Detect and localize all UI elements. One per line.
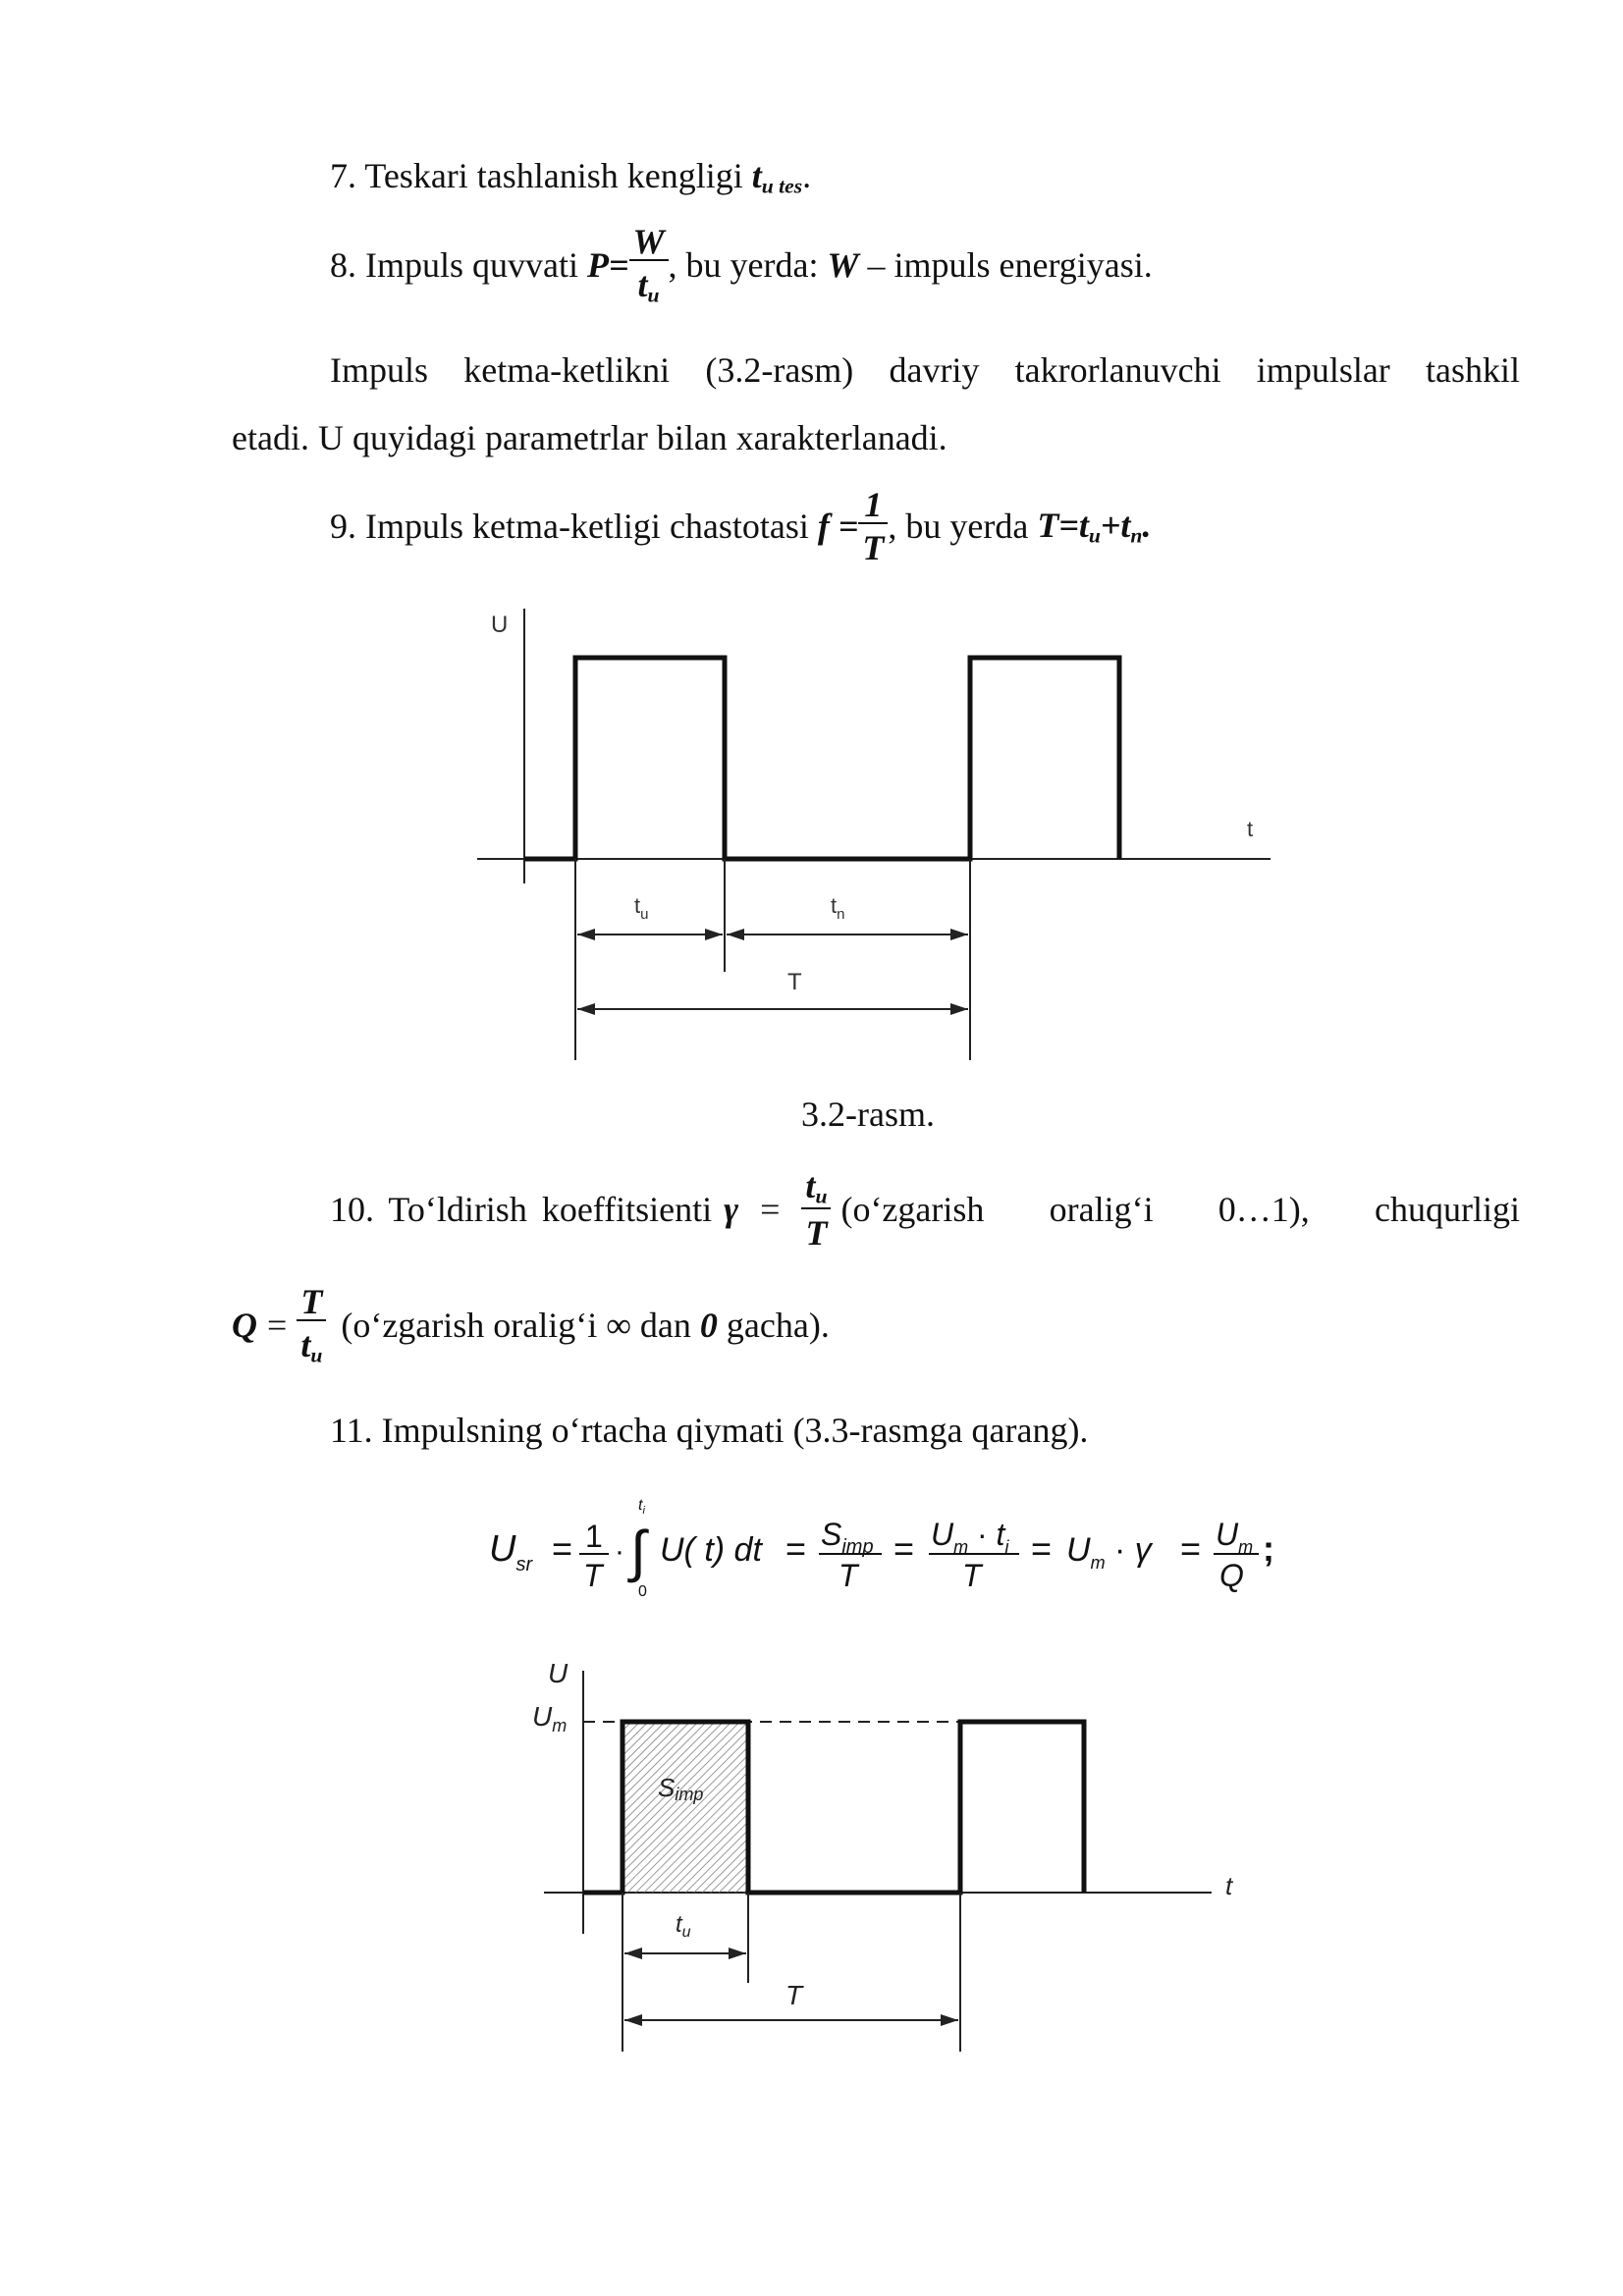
fig1-axis-t-label: t bbox=[1247, 817, 1254, 841]
fig2-s-imp-area bbox=[622, 1722, 748, 1893]
q-line bbox=[232, 1284, 830, 1366]
fig1-T-arrow-right bbox=[950, 1003, 968, 1015]
item-9-end: . bbox=[1142, 505, 1152, 545]
paragraph-line-2 bbox=[232, 417, 947, 458]
formula-integrand: U( t) dt bbox=[660, 1531, 762, 1569]
q-line-zero: 0 bbox=[699, 1305, 718, 1345]
formula-Um-gamma: $U_m \cdot \gamma$ bbox=[1066, 1531, 1152, 1573]
formula-eq-5: = bbox=[1180, 1528, 1202, 1569]
fig2-axis-u-label: U bbox=[548, 1658, 568, 1688]
item-7-subscript: u tes bbox=[761, 174, 803, 198]
figure-3-3 bbox=[520, 1649, 1267, 2061]
item-7 bbox=[330, 155, 811, 198]
fig2-axis-t-label: t bbox=[1225, 1871, 1233, 1900]
fig2-s-imp-label: Simp bbox=[658, 1773, 704, 1804]
item-10-num-sub: u bbox=[815, 1184, 828, 1208]
fig1-tu-arrow-left bbox=[577, 929, 595, 940]
item-10-gamma: γ bbox=[724, 1189, 739, 1229]
item-8-rest-b: – impuls energiyasi. bbox=[858, 245, 1153, 285]
paragraph-line-1 bbox=[330, 349, 1520, 391]
figure-3-2 bbox=[461, 589, 1286, 1080]
formula-eq-2: = bbox=[785, 1528, 807, 1569]
formula-eq-1: = bbox=[552, 1528, 573, 1569]
fig1-tn-label: $t_n$ bbox=[831, 893, 845, 923]
item-8-rest-a: , bu yerda: bbox=[668, 245, 828, 285]
fig1-tn-arrow-left bbox=[727, 929, 744, 940]
fig2-T-arrow-left bbox=[624, 2014, 642, 2026]
item-10-rest: (o‘zgarish oralig‘i 0…1), chuqurligi bbox=[840, 1189, 1520, 1229]
q-line-rest-b: gacha). bbox=[717, 1305, 830, 1345]
formula-dot-1: · bbox=[615, 1535, 624, 1568]
formula-S-imp: $S_{imp}$ bbox=[821, 1517, 874, 1558]
formula-T-3: T bbox=[962, 1558, 982, 1593]
formula-end: ; bbox=[1263, 1528, 1274, 1569]
item-8-num: W bbox=[632, 222, 665, 261]
item-7-text: 7. Teskari tashlanish kengligi bbox=[330, 156, 752, 195]
fig1-T-arrow-left bbox=[577, 1003, 595, 1015]
fig2-axis-um-label: $U_m$ bbox=[532, 1701, 568, 1735]
q-line-den-sub: u bbox=[310, 1343, 323, 1367]
item-8-den-sub: u bbox=[647, 283, 660, 307]
item-10-den: T bbox=[801, 1207, 831, 1251]
item-7-end: . bbox=[802, 156, 812, 195]
item-9-fraction bbox=[858, 487, 888, 565]
item-8 bbox=[330, 224, 1153, 306]
item-9-lhs: f = bbox=[817, 507, 859, 546]
formula-eq-3: = bbox=[893, 1528, 915, 1569]
q-line-lhs: Q bbox=[232, 1305, 257, 1345]
q-line-den: t bbox=[300, 1325, 311, 1364]
formula-integral-lower: 0 bbox=[638, 1583, 647, 1600]
q-line-rest-a: (o‘zgarish oralig‘i ∞ dan bbox=[332, 1305, 700, 1345]
formula-eq-4: = bbox=[1031, 1528, 1053, 1569]
item-9-den: T bbox=[858, 522, 888, 565]
q-line-eq: = bbox=[267, 1305, 288, 1345]
formula-T-1: T bbox=[583, 1558, 603, 1593]
item-9-eq-plus: +t bbox=[1100, 505, 1131, 545]
item-11: 11. Impulsning o‘rtacha qiymati (3.3-rasmga qarang). bbox=[330, 1411, 1089, 1450]
item-8-den: t bbox=[637, 265, 648, 304]
average-value-formula bbox=[481, 1492, 1296, 1610]
item-10-text: 10. To‘ldirish koeffitsienti bbox=[330, 1189, 713, 1229]
item-10 bbox=[330, 1168, 1520, 1251]
formula-T-2: T bbox=[839, 1558, 858, 1593]
item-8-fraction bbox=[629, 224, 669, 306]
item-9 bbox=[330, 487, 1151, 565]
formula-Um-ti: $U_m \cdot t_i$ bbox=[931, 1517, 1009, 1557]
paragraph-line-1-text: Impuls ketma-ketlikni (3.2-rasm) davriy takrorlanuvchi impulslar tashkil bbox=[330, 350, 1520, 390]
item-9-eq-sub2: n bbox=[1130, 523, 1143, 548]
fig1-pulse-train bbox=[524, 658, 1119, 859]
fig1-tu-label: $t_u$ bbox=[634, 893, 649, 923]
formula-integral-upper: $t_i$ bbox=[638, 1497, 645, 1517]
item-8-text: 8. Impuls quvvati bbox=[330, 245, 587, 285]
item-10-fraction bbox=[801, 1168, 831, 1251]
fig1-T-label: T bbox=[787, 969, 802, 995]
fig1-tu-arrow-right bbox=[705, 929, 723, 940]
item-9-rest: , bu yerda bbox=[888, 507, 1038, 546]
formula-Um-top: $U_m$ bbox=[1216, 1517, 1254, 1557]
formula-integral-sign: ∫ bbox=[630, 1520, 646, 1583]
item-9-eq-sub1: u bbox=[1088, 523, 1101, 548]
formula-Q: Q bbox=[1219, 1558, 1244, 1593]
q-line-fraction bbox=[297, 1284, 326, 1366]
formula-lhs: $U_{sr}$ bbox=[489, 1528, 533, 1575]
fig2-tu-arrow-right bbox=[729, 1948, 746, 1959]
item-8-rest-sym: W bbox=[827, 245, 859, 285]
figure-3-2-caption: 3.2-rasm. bbox=[801, 1095, 935, 1134]
item-9-text: 9. Impuls ketma-ketligi chastotasi bbox=[330, 507, 818, 546]
item-8-lhs: P= bbox=[586, 245, 629, 285]
fig2-T-arrow-right bbox=[941, 2014, 958, 2026]
item-10-eq: = bbox=[760, 1189, 781, 1229]
formula-one: 1 bbox=[585, 1519, 603, 1554]
fig1-tn-arrow-right bbox=[950, 929, 968, 940]
item-10-num: t bbox=[805, 1166, 816, 1205]
fig2-tu-label: $t_u$ bbox=[676, 1911, 691, 1941]
fig1-axis-u-label: U bbox=[491, 612, 509, 638]
item-7-symbol: t bbox=[751, 156, 762, 195]
item-9-eq: T=t bbox=[1037, 505, 1089, 545]
paragraph-line-2-text: etadi. U quyidagi parametrlar bilan xarakterlanadi. bbox=[232, 418, 947, 457]
fig2-tu-arrow-left bbox=[624, 1948, 642, 1959]
fig2-T-label: T bbox=[785, 1980, 803, 2010]
q-line-num: T bbox=[300, 1282, 323, 1321]
item-9-num: 1 bbox=[864, 485, 883, 524]
